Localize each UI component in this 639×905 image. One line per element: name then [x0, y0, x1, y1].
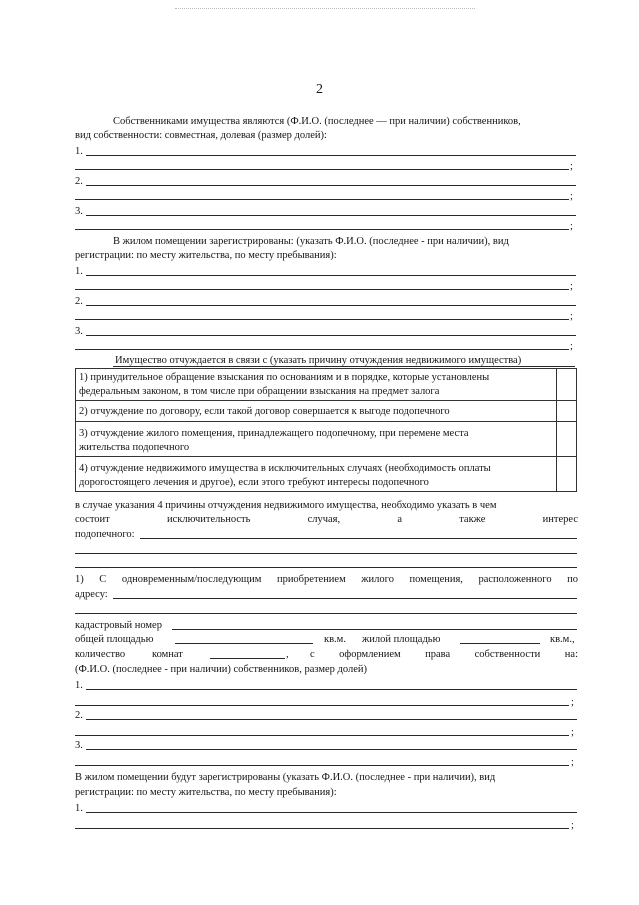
case4-word: исключительность — [166, 514, 251, 525]
future-registered-item-1-line-cont[interactable] — [75, 828, 569, 829]
purchase-item-3-number: 3. — [75, 740, 83, 751]
case4-answer-line-1[interactable] — [140, 538, 577, 539]
purchase-item-1-line-cont[interactable] — [75, 705, 569, 706]
ownership-word: оформлением — [339, 649, 401, 660]
case4-word: случая, — [307, 514, 341, 525]
registered-item-1-number: 1. — [75, 266, 83, 277]
case4-word: интерес — [542, 514, 578, 525]
semicolon: ; — [571, 820, 574, 831]
reason-option-1-line1: 1) принудительное обращение взыскания по основаниям и в порядке, которые установлены — [79, 372, 490, 383]
registered-item-1-line[interactable] — [86, 275, 576, 276]
case4-word: также — [459, 514, 486, 525]
reason-option-1-checkbox[interactable] — [556, 369, 576, 400]
reason-option-2-line1: 2) отчуждение по договору, если такой договор совершается к выгоде подопечного — [79, 406, 450, 417]
rooms-label: количество — [75, 649, 126, 660]
reason-option-2-checkbox[interactable] — [556, 401, 576, 421]
owners-intro-line1: Собственниками имущества являются (Ф.И.О. (последнее — при наличии) собственников, — [113, 116, 521, 127]
purchase-item-3-line[interactable] — [86, 749, 577, 750]
ownership-word: с — [310, 649, 315, 660]
reason-heading-underline — [113, 366, 575, 367]
owners-intro-line2: вид собственности: совместная, долевая (размер долей): — [75, 130, 327, 141]
rooms-label-2: комнат — [152, 649, 183, 660]
purchase-line1-text: 1) С одновременным/последующим приобретением жилого помещения, расположенного по — [75, 574, 578, 585]
semicolon: ; — [570, 191, 573, 202]
owners-item-2-line[interactable] — [86, 185, 576, 186]
purchase-line1 — [75, 573, 578, 586]
registered-item-2-line[interactable] — [86, 305, 576, 306]
owners-item-2-number: 2. — [75, 176, 83, 187]
reason-option-3[interactable] — [75, 421, 577, 457]
case4-line3: подопечного: — [75, 529, 135, 540]
purchase-item-1-number: 1. — [75, 680, 83, 691]
rooms-comma: , — [286, 649, 289, 660]
rooms-line[interactable] — [210, 658, 285, 659]
registered-intro-line2: регистрации: по месту жительства, по месту пребывания): — [75, 250, 337, 261]
purchase-owners-note: (Ф.И.О. (последнее - при наличии) собственников, размер долей) — [75, 664, 368, 675]
reason-option-2[interactable] — [75, 400, 577, 422]
ownership-phrase — [310, 648, 578, 661]
semicolon: ; — [570, 341, 573, 352]
reason-heading: Имущество отчуждается в связи с (указать причину отчуждения недвижимого имущества) — [115, 355, 522, 366]
purchase-address-line[interactable] — [113, 598, 577, 599]
semicolon: ; — [570, 281, 573, 292]
reason-option-4[interactable] — [75, 456, 577, 492]
reason-option-1[interactable] — [75, 368, 577, 401]
owners-item-1-number: 1. — [75, 146, 83, 157]
semicolon: ; — [570, 161, 573, 172]
reason-option-4-line2: дорогостоящего лечения и другое), если этого требуют интересы подопечного — [79, 477, 429, 488]
page-number: 2 — [316, 82, 323, 97]
cadastral-line[interactable] — [172, 629, 577, 630]
ownership-word: собственности — [474, 649, 541, 660]
future-registered-item-1-number: 1. — [75, 803, 83, 814]
reason-option-3-line2: жительства подопечного — [79, 442, 190, 453]
owners-item-3-line-cont[interactable] — [75, 229, 569, 230]
purchase-item-2-number: 2. — [75, 710, 83, 721]
registered-item-3-line-cont[interactable] — [75, 349, 569, 350]
reason-option-3-checkbox[interactable] — [556, 422, 576, 456]
case4-line2 — [75, 513, 578, 526]
purchase-address-label: адресу: — [75, 589, 108, 600]
future-registered-line1: В жилом помещении будут зарегистрированы (указать Ф.И.О. (последнее - при наличии), вид — [75, 772, 496, 783]
registered-item-2-number: 2. — [75, 296, 83, 307]
reason-option-3-line1: 3) отчуждение жилого помещения, принадлежащего подопечному, при перемене места — [79, 428, 469, 439]
case4-answer-line-3[interactable] — [75, 567, 577, 568]
semicolon: ; — [571, 727, 574, 738]
purchase-item-2-line-cont[interactable] — [75, 735, 569, 736]
reason-option-1-line2: федеральным законом, в том числе при обращении взыскания на предмет залога — [79, 386, 440, 397]
future-registered-line2: регистрации: по месту жительства, по месту пребывания): — [75, 787, 337, 798]
semicolon: ; — [571, 757, 574, 768]
ownership-word: на: — [564, 649, 578, 660]
reason-option-4-line1: 4) отчуждение недвижимого имущества в исключительных случаях (необходимость оплаты — [79, 463, 491, 474]
reason-option-4-checkbox[interactable] — [556, 457, 576, 491]
registered-item-3-line[interactable] — [86, 335, 576, 336]
owners-item-3-number: 3. — [75, 206, 83, 217]
ownership-word: права — [425, 649, 451, 660]
semicolon: ; — [570, 221, 573, 232]
case4-answer-line-2[interactable] — [75, 553, 577, 554]
area-living-line[interactable] — [460, 643, 540, 644]
cadastral-label: кадастровый номер — [75, 620, 162, 631]
semicolon: ; — [571, 697, 574, 708]
purchase-address-line-cont[interactable] — [75, 613, 577, 614]
sqm-label: кв.м. — [324, 634, 346, 645]
scan-artifact-line — [175, 8, 475, 9]
registered-item-2-line-cont[interactable] — [75, 319, 569, 320]
owners-item-2-line-cont[interactable] — [75, 199, 569, 200]
purchase-item-2-line[interactable] — [86, 719, 577, 720]
area-total-label: общей площадью — [75, 634, 154, 645]
semicolon: ; — [570, 311, 573, 322]
case4-word: состоит — [75, 514, 110, 525]
owners-item-1-line[interactable] — [86, 155, 576, 156]
future-registered-item-1-line[interactable] — [86, 812, 577, 813]
registered-item-3-number: 3. — [75, 326, 83, 337]
owners-item-3-line[interactable] — [86, 215, 576, 216]
owners-item-1-line-cont[interactable] — [75, 169, 569, 170]
case4-word: а — [397, 514, 402, 525]
purchase-item-3-line-cont[interactable] — [75, 765, 569, 766]
registered-item-1-line-cont[interactable] — [75, 289, 569, 290]
sqm-label-2: кв.м., — [550, 634, 575, 645]
purchase-item-1-line[interactable] — [86, 689, 577, 690]
area-living-label: жилой площадью — [362, 634, 441, 645]
area-total-line[interactable] — [175, 643, 313, 644]
case4-line1: в случае указания 4 причины отчуждения недвижимого имущества, необходимо указать в чем — [75, 500, 497, 511]
registered-intro-line1: В жилом помещении зарегистрированы: (указать Ф.И.О. (последнее - при наличии), вид — [113, 236, 509, 247]
